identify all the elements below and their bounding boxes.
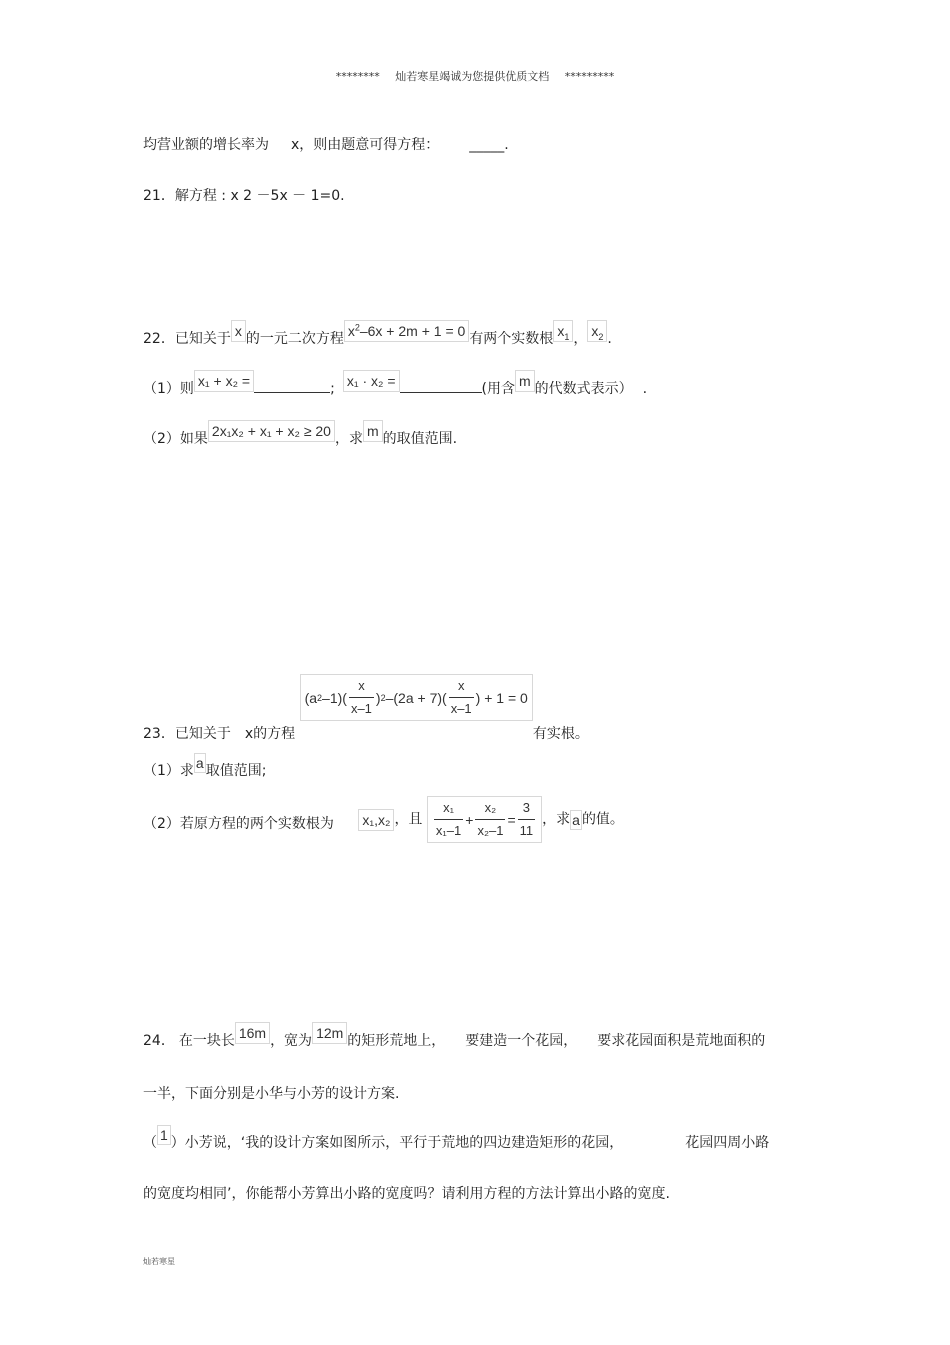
math-fraction-equation: $\frac{\text{x₁}}{\text{x₁–1}}$ + $\frac{\text{x₂}}{\text{x₂–1}}$ = $\frac{3}{11}$ xyxy=(427,796,542,843)
math-inequality: 2x₁x₂ + x₁ + x₂ ≥ 20 xyxy=(208,420,335,442)
question-text: 解方程 : x 2 －5x － 1=0. xyxy=(174,188,345,204)
question-23: 23．已知关于 x的方程 (a 2 –1)( $\frac{x}{x-1}$ ) 2 –(2a + 7)( $\frac{x}{x-1}$ ) + 1 = 0 有实根。 xyxy=(143,674,589,721)
math-var-m: m xyxy=(363,420,383,442)
question-24-line-4: 的宽度均相同’，你能帮小芳算出小路的宽度吗？请利用方程的方法计算出小路的宽度. xyxy=(143,1186,670,1202)
answer-blank: _____ xyxy=(469,137,505,153)
math-var-x: x xyxy=(231,320,246,342)
page-header xyxy=(0,68,950,84)
math-equation: $x^2-6x + 2m + 1 = 0$ xyxy=(344,320,469,342)
question-22-part-2: （2）如果 2x₁x₂ + x₁ + x₂ ≥ 20 ，求 m 的取值范围. xyxy=(143,428,457,450)
page-footer: 灿若寒星 xyxy=(143,1257,175,1266)
question-number: 23． xyxy=(143,725,175,742)
question-number: 21． xyxy=(143,188,175,204)
math-length: 16m xyxy=(235,1022,270,1044)
math-var-a: a xyxy=(195,755,204,771)
question-number: 24． xyxy=(143,1033,175,1049)
header-title: 灿若寒星竭诚为您提供优质文档 xyxy=(395,70,550,83)
math-var-m: m xyxy=(515,370,535,392)
math-var-a: a xyxy=(572,811,580,828)
question-number: 22． xyxy=(143,331,175,347)
math-product: x₁ · x₂ = xyxy=(343,370,400,392)
question-24-line-2: 一半，下面分别是小华与小芳的设计方案. xyxy=(143,1086,400,1102)
header-stars-left: ******** xyxy=(335,70,380,83)
continued-line: 均营业额的增长率为 x，则由题意可得方程： _____. xyxy=(143,137,509,153)
answer-blank xyxy=(254,392,330,393)
question-22-part-1: （1）则 x₁ + x₂ = ; x₁ · x₂ = (用含 m 的代数式表示） . xyxy=(143,378,647,400)
question-24: 24． 在一块长 16m ，宽为 12m 的矩形荒地上， 要建造一个花园， 要求花园面积是荒地面积的 xyxy=(143,1030,765,1052)
math-number-1: 1 xyxy=(157,1125,171,1145)
answer-blank xyxy=(400,392,482,393)
math-root-1: $x_1$ xyxy=(553,320,573,342)
question-23-part-2: （2）若原方程的两个实数根为 x₁,x₂ ，且 $\frac{\text{x₁}}{\text{x₁–1}}$ + $\frac{\text{x₂}}{\text{x₂–1}}$ = $\frac{3}{11}$ ，求 a 的值。 xyxy=(143,796,624,843)
math-equation: (a 2 –1)( $\frac{x}{x-1}$ ) 2 –(2a + 7)( $\frac{x}{x-1}$ ) + 1 = 0 xyxy=(300,674,533,721)
question-23-part-1: （1）求 a 取值范围; xyxy=(143,755,267,779)
math-roots: x₁,x₂ xyxy=(358,809,394,831)
math-width: 12m xyxy=(312,1022,347,1044)
math-sum: x₁ + x₂ = xyxy=(194,370,254,392)
math-root-2: $x_2$ xyxy=(587,320,607,342)
question-24-part-1: （ 1 ）小芳说，‘我的设计方案如图所示，平行于荒地的四边建造矩形的花园， 花园四周小路 xyxy=(143,1127,770,1151)
question-21 xyxy=(143,185,345,205)
question-22: 22．已知关于 x 的一元二次方程 $x^2-6x + 2m + 1 = 0$ 有两个实数根 $x_1$ ， $x_2$ . xyxy=(143,328,612,350)
header-stars-right: ********* xyxy=(564,70,615,83)
